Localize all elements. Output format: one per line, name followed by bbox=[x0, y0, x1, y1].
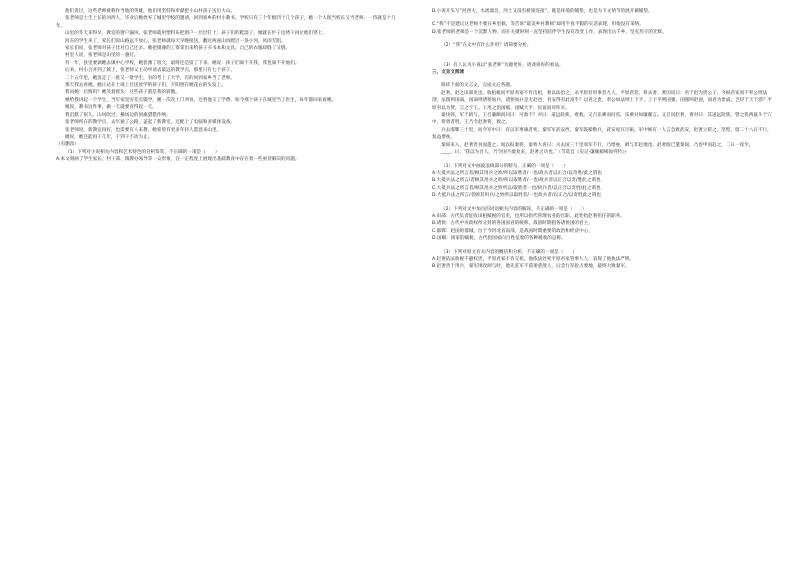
story-paragraph: 有一年，县里要调她去镇中心学校，她犹豫了很久，最终还是留了下来。她说：孩子们离不开我，我也离不开他们。 bbox=[65, 60, 300, 66]
story-paragraph: 山里的冬天来得早，教室的窗户漏风，张老师就用塑料布把窗户一层层钉上；孩子们的鞋湿了，她就在炉子边烤干再让他们穿上。 bbox=[65, 31, 327, 37]
story-paragraph: 村里人说，张老师是山里的一盏灯。 bbox=[65, 53, 139, 59]
wenyan-paragraph: 秦伐韩，军于阏与。王召廉颇而问曰：可救不？对曰：道远险狭，难救。又召乐乘而问焉，乐乘对如廉颇言。又召问赵奢，奢对曰：其道远险狭，譬之犹两鼠斗于穴中，将勇者胜。王乃令赵奢将，救之。 bbox=[432, 113, 772, 126]
wenyan-question-2-option: B.诸侯：古代中央政权所分封的各国国君的统称，战国时期指各诸侯国的君主。 bbox=[432, 221, 593, 227]
section-heading: 三、文言文阅读 bbox=[432, 70, 465, 76]
wenyan-question-1-option: B.大抵兵法之所言/者顾其用兵之妙/所以取胜者/一也/故兵者以正合以奇/胜此之谓也 bbox=[432, 178, 601, 184]
question-1-stem: （1）下列对小说相关内容和艺术特色的分析鉴赏，不正确的一项是（ ） bbox=[65, 149, 220, 155]
wenyan-question-2-option: A.田部：古代负责征收田租赋税的官吏，也用以指代管理农业的官职，此处指赵奢担任的职务。 bbox=[432, 213, 625, 219]
wenyan-question-1-option: C.大抵兵法之所言者/顾其用兵之妙所以/取胜者一也/故兵者/以正合以奇胜/此之谓也 bbox=[432, 185, 601, 191]
wenyan-intro: 阅读下面的文言文，完成文后各题。 bbox=[441, 83, 515, 89]
right-column bbox=[432, 8, 776, 271]
story-paragraph: 她给我讲起一个学生，当年家里穷差点辍学，她一次次上门劝说，还替他交了学费。如今那个孩子在城里当了医生，每年都回来看她。 bbox=[65, 97, 337, 103]
left-column bbox=[56, 8, 400, 164]
story-paragraph: 那天我去看她，她正站在土坡上目送放学的孩子们，夕阳照在她花白的头发上。 bbox=[65, 83, 226, 89]
story-paragraph: 后来，村小合并到了镇上，张老师又主动申请去最远的教学点，那里只有七个孩子。 bbox=[65, 68, 235, 74]
story-paragraph: 二十五年里，她送走了一批又一批学生，有的考上了大学，有的回到家乡当了老师。 bbox=[65, 75, 235, 81]
question-2: （2）“我”在文中有什么作用？请简要分析。 bbox=[441, 43, 532, 49]
wenyan-question-2-option: D.国赋：国家的赋税，古代指国家向百姓征收的各种税收的总称。 bbox=[432, 236, 566, 242]
wenyan-paragraph: 兵去邯郸三十里，而令军中曰：有以军事谏者死。秦军军武安西，秦军鼓噪勒兵，武安屋瓦尽振。军中候有一人言急救武安，赵奢立斩之。坚壁，留二十八日不行，复益增垒。 bbox=[432, 127, 772, 141]
story-paragraph: 她说，教书这件事，做一天就要对得起一天。 bbox=[65, 105, 157, 111]
wenyan-question-1-stem: （1）下列对文中画波浪线部分的断句，正确的一项是（ ） bbox=[441, 163, 568, 169]
wenyan-question-2-option: C.邯郸：赵国的都城，位于今河北省南部，是战国时期重要的政治和经济中心。 bbox=[432, 228, 593, 234]
story-paragraph: 我问她：后悔吗？她笑着摇头：这些孩子就是我的骄傲。 bbox=[65, 90, 180, 96]
story-paragraph: 她说，她还能再干几年，干到干不动为止。 bbox=[65, 134, 153, 140]
story-paragraph: 家长们说，张老师对孩子比对自己还亲。她把微薄的工资拿出来给孩子买书本和文具，自己的衣服却缝了又缝。 bbox=[65, 46, 291, 52]
story-paragraph: 河东的学生来了，家长们说山路远不放心，张老师就每天早晚接送，翻过两座山再蹚过一条小河，风雨无阻。 bbox=[65, 38, 286, 44]
wenyan-question-1-option: A.大抵兵法之所言者/顾其用兵之妙/所以取胜者/一也/故兵者以正合/以奇胜/此之谓也 bbox=[432, 170, 602, 176]
wenyan-question-2-stem: （2）下列对文中加点的词语相关内容的解说，不正确的一项是（ ） bbox=[441, 206, 587, 212]
question-1-option-d: D.张老师的老师是一个沉默人物，而在关键时刻一直坚持陪伴学生没有改变工作，表现出岳千乡、坚克坦守的光辉。 bbox=[432, 29, 667, 35]
wenyan-paragraph: 赵奢，赵之田部吏也。收租税而平原君家不肯出租，奢以法治之，杀平原君用事者九人。平原君怒，将杀奢。奢因说曰：君于赵为贵公子，今纵君家而不奉公则法削，法削则国弱，国弱则诸侯加兵，诸侯加兵是无赵也，君安得有此富乎？以君之贵，奉公如法则上下平，上下平则国强，国强则赵固，而君为贵戚，岂轻于天下邪？平原君以为贤，言之于王。王用之治国赋，国赋大平，民富而府库实。 bbox=[432, 90, 772, 111]
question-1-option-a: A.本文刻画了学生家长、村干部、镇教办领导等一众形象，在一定程度上展现出基础教育中存在着一些亟待解决的问题。 bbox=[56, 157, 300, 163]
story-paragraph: 我沉默了很久。山风吹过，操场边的国旗猎猎作响。 bbox=[65, 112, 171, 118]
question-1-option-c: C.“我”不是建议这老师不要在乡里搞，等告诉“最美乡村教师”却用半真半假的实话表现，但他没有采纳。 bbox=[432, 22, 644, 28]
story-paragraph: 张老师所在的教学点，去年通了公路，盖起了新教室，还配上了电脑和多媒体设备。 bbox=[65, 120, 235, 126]
wenyan-question-1-option: D.大抵兵法之所言/者顾其用兵/之妙所以取胜者/一也故兵者/以正合/以奇胜此之谓也 bbox=[432, 193, 601, 199]
wenyan-question-3-stem: （3）下列对原文有关内容的概括和分析，不正确的一项是（ ） bbox=[441, 249, 578, 255]
wenyan-question-3-option: A.赵奢依法收税不避权贵，平原君家不肯交租，他依法处死平原君家管事九人，表现了他执法严明。 bbox=[432, 256, 635, 262]
question-3: （3）有人认为小说以“张老师”为题更好，请谈谈你的看法。 bbox=[441, 62, 564, 68]
story-paragraph: 张老师说，新教室再好，也需要有人来教。她希望有更多年轻人愿意来山里。 bbox=[65, 127, 222, 133]
question-1-option-b: B.小说开头写“河西大，水流湍急，河上又没有桥梁连接”，既是环境的铺垫，也是为下文情节的展开做铺垫。 bbox=[432, 9, 653, 14]
source-note: （有删改） bbox=[56, 142, 79, 148]
story-paragraph: 他们说过，这些老师被称作当地的英雄，他们用坚持和奉献把小山村孩子送出大山。 bbox=[65, 9, 235, 14]
wenyan-paragraph: 秦间来入，赵奢善食而遣之。间以报秦将，秦将大喜曰：夫去国三十里而军不行，乃增垒，阏与非赵地也。赵奢既已遣秦间，乃卷甲而趋之，二日一夜至。 bbox=[441, 142, 754, 148]
wenyan-paragraph: ____，曰：‘我以为吾人，乃令国不敢复来，赵奢之功也。’（节选自《史记·廉颇蔺相如列传》） bbox=[441, 150, 630, 156]
story-paragraph: 张老师是土生土长的河西人，毕业后她放弃了城里学校的邀请，回到家乡的村小教书。学校只有三个年级四十几个孩子，她一个人既当校长又当老师，一待就是十几年。 bbox=[56, 16, 396, 29]
wenyan-question-3-option: B.赵奢善于用兵，秦军围攻阏与时，他先驻军不前迷惑敌人，后急行军抢占要地，最终大败秦军。 bbox=[432, 264, 630, 270]
